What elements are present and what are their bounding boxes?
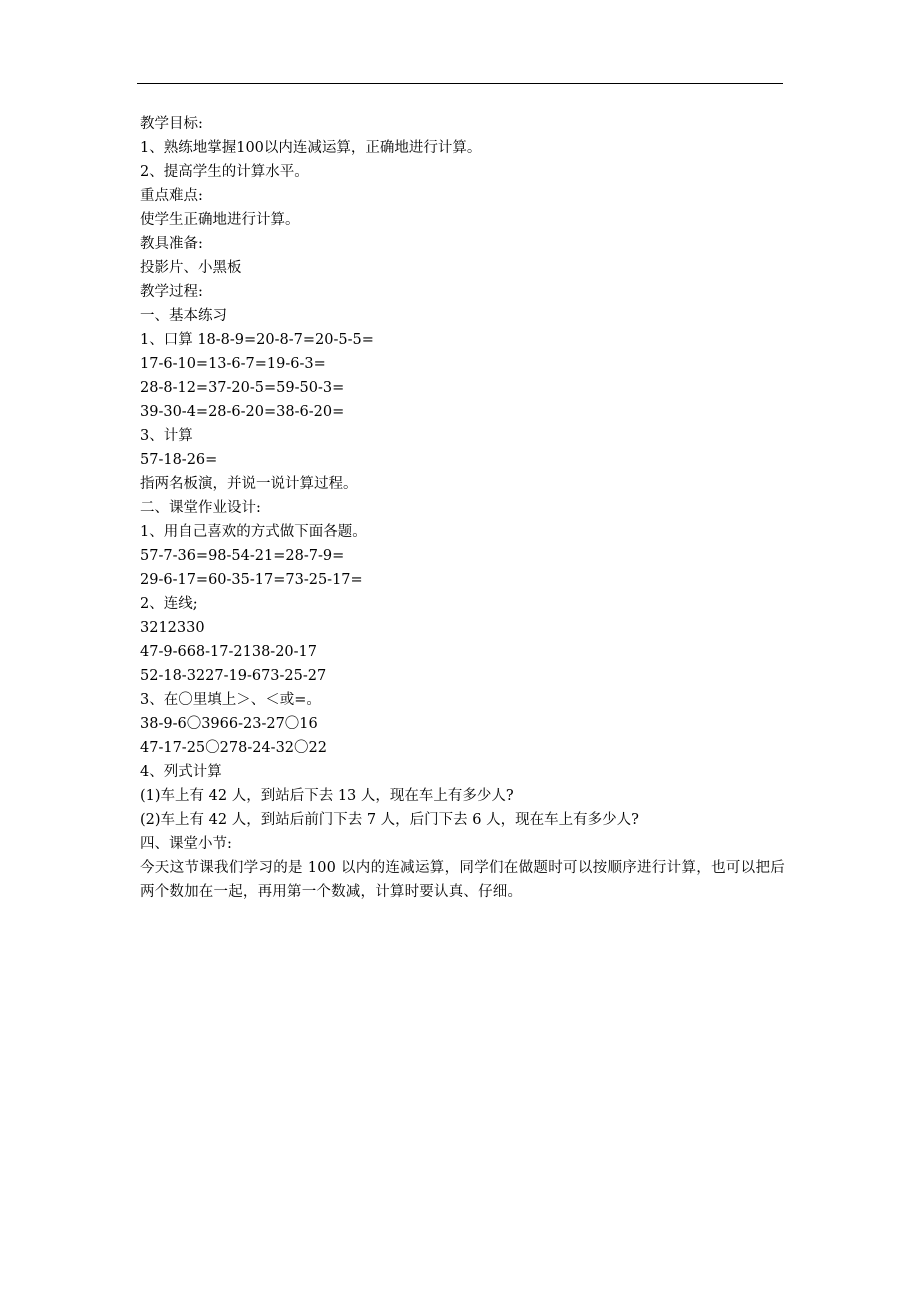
exercise-line: 47-17-25〇278-24-32〇22 xyxy=(140,740,327,756)
exercise-line: 57-18-26= xyxy=(140,452,218,468)
key-point-text: 使学生正确地进行计算。 xyxy=(140,212,300,228)
subsection-heading-basic-practice: 一、基本练习 xyxy=(140,308,227,324)
materials-text: 投影片、小黑板 xyxy=(140,260,242,276)
exercise-line: 1、口算 18-8-9=20-8-7=20-5-5= xyxy=(140,332,374,348)
objective-item: 1、熟练地掌握100以内连减运算，正确地进行计算。 xyxy=(140,140,482,156)
exercise-line: 3212330 xyxy=(140,620,205,636)
exercise-heading: 3、计算 xyxy=(140,428,193,444)
summary-paragraph: 今天这节课我们学习的是 100 以内的连减运算，同学们在做题时可以按顺序进行计算，也可以把后两个数加在一起，再用第一个数减，计算时要认真、仔细。 xyxy=(140,860,785,900)
word-problem: (2)车上有 42 人，到站后前门下去 7 人，后门下去 6 人，现在车上有多少人? xyxy=(140,812,639,828)
exercise-line: 38-9-6〇3966-23-27〇16 xyxy=(140,716,318,732)
section-heading-process: 教学过程: xyxy=(140,284,203,300)
exercise-line: 52-18-3227-19-673-25-27 xyxy=(140,668,327,684)
exercise-line: 57-7-36=98-54-21=28-7-9= xyxy=(140,548,345,564)
exercise-heading: 3、在〇里填上＞、＜或=。 xyxy=(140,692,321,708)
section-heading-key-points: 重点难点: xyxy=(140,188,203,204)
exercise-line: 39-30-4=28-6-20=38-6-20= xyxy=(140,404,345,420)
exercise-line: 17-6-10=13-6-7=19-6-3= xyxy=(140,356,326,372)
objective-item: 2、提高学生的计算水平。 xyxy=(140,164,309,180)
exercise-heading: 4、列式计算 xyxy=(140,764,222,780)
exercise-line: 47-9-668-17-2138-20-17 xyxy=(140,644,318,660)
instruction-text: 指两名板演，并说一说计算过程。 xyxy=(140,476,358,492)
header-rule xyxy=(137,83,783,84)
exercise-line: 28-8-12=37-20-5=59-50-3= xyxy=(140,380,345,396)
exercise-heading: 2、连线; xyxy=(140,596,198,612)
exercise-heading: 1、用自己喜欢的方式做下面各题。 xyxy=(140,524,367,540)
subsection-heading-classwork: 二、课堂作业设计: xyxy=(140,500,261,516)
section-heading-objectives: 教学目标: xyxy=(140,116,203,132)
subsection-heading-summary: 四、课堂小节: xyxy=(140,836,232,852)
exercise-line: 29-6-17=60-35-17=73-25-17= xyxy=(140,572,363,588)
word-problem: (1)车上有 42 人，到站后下去 13 人，现在车上有多少人? xyxy=(140,788,514,804)
document-body xyxy=(140,112,785,904)
section-heading-materials: 教具准备: xyxy=(140,236,203,252)
